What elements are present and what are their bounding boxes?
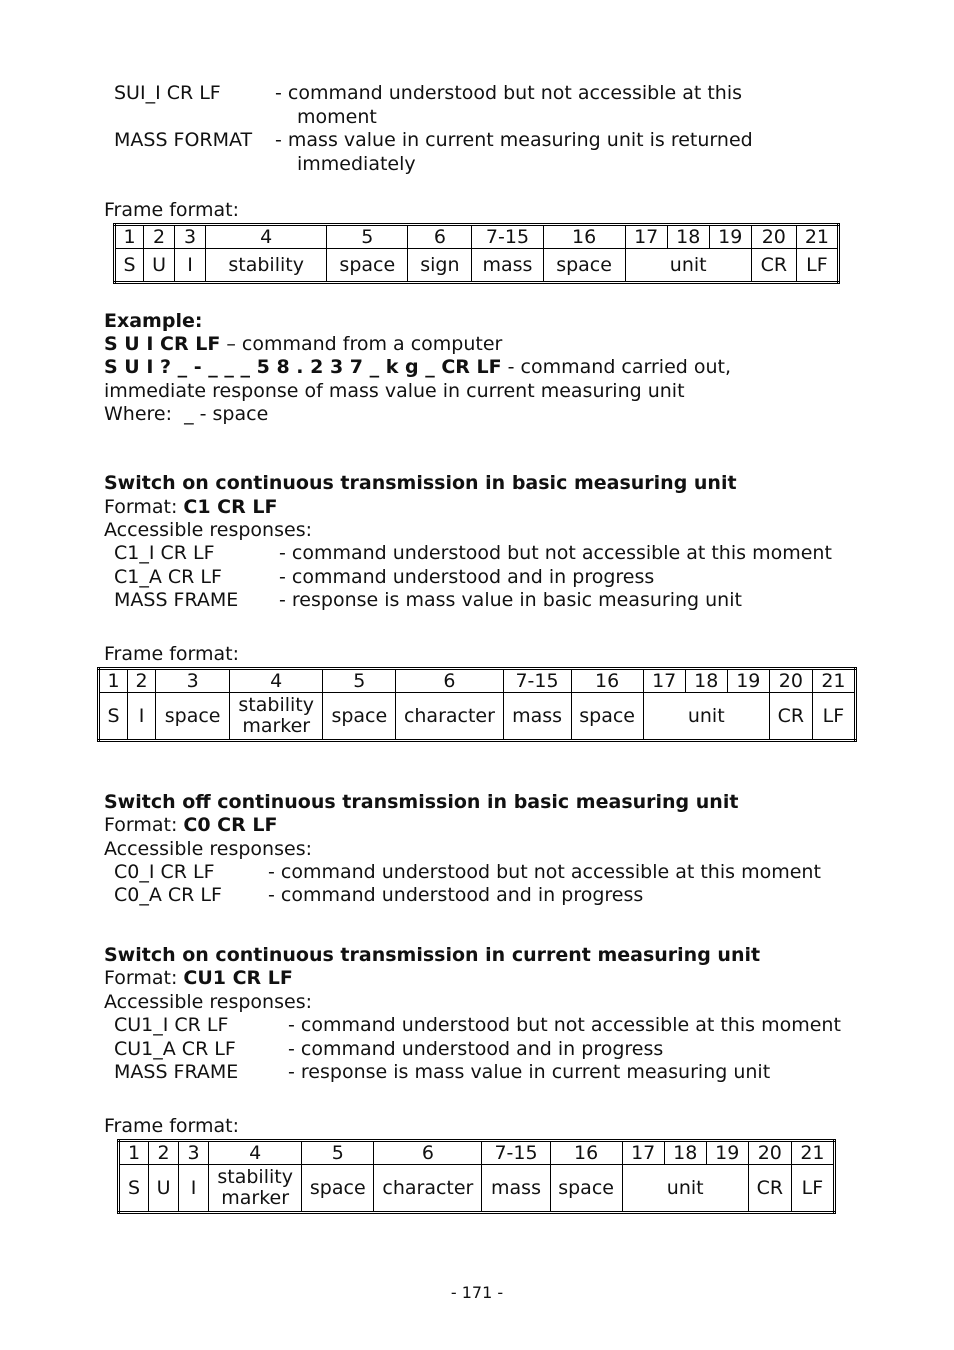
example-text: - command carried out,: [501, 356, 732, 378]
format-label: Format:: [104, 967, 184, 989]
example-title: Example:: [104, 310, 203, 332]
section-title-cu1: Switch on continuous transmission in current measuring unit: [104, 944, 761, 966]
header-row: [119, 1141, 835, 1165]
format-line-cu1: [104, 967, 293, 991]
col-header: 18: [685, 669, 727, 693]
response-desc: - command understood but not accessible at this: [275, 82, 743, 104]
response-desc: - response is mass value in basic measuring unit: [279, 589, 742, 611]
cell-stability-marker: stability marker: [209, 1165, 302, 1213]
response-desc: - response is mass value in current measuring unit: [288, 1061, 771, 1083]
cell: I: [175, 249, 206, 283]
cell: sign: [408, 249, 472, 283]
response-code: CU1_I CR LF: [114, 1014, 229, 1036]
response-desc: - command understood and in progress: [288, 1038, 664, 1060]
col-header: 18: [667, 225, 709, 249]
col-header: 19: [727, 669, 769, 693]
frame-format-table-1: [113, 223, 840, 284]
content-row: [115, 249, 839, 283]
example-line-2: [104, 356, 731, 380]
section-title-c1: Switch on continuous transmission in basic measuring unit: [104, 472, 737, 494]
col-header: 3: [156, 669, 230, 693]
cell: CR: [751, 249, 796, 283]
cell: CR: [748, 1165, 791, 1213]
cell: space: [543, 249, 625, 283]
col-header: 17: [622, 1141, 664, 1165]
cell: CR: [769, 693, 812, 741]
col-header: 5: [323, 669, 396, 693]
col-header: 2: [149, 1141, 179, 1165]
response-code: MASS FRAME: [114, 1061, 239, 1083]
response-code: C1_I CR LF: [114, 542, 215, 564]
response-code: C1_A CR LF: [114, 566, 222, 588]
frame-format-label: Frame format:: [104, 1115, 240, 1137]
cell: stability: [206, 249, 327, 283]
cell: space: [302, 1165, 374, 1213]
cell: character: [396, 693, 503, 741]
content-row: [119, 1165, 835, 1213]
example-command: S U I CR LF: [104, 333, 221, 355]
example-line-3: immediate response of mass value in current measuring unit: [104, 380, 685, 402]
example-text: – command from a computer: [220, 333, 503, 355]
format-line-c0: [104, 814, 277, 838]
cell: mass: [503, 693, 571, 741]
cell: mass: [472, 249, 543, 283]
frame-format-table-2: [97, 667, 857, 742]
cell: LF: [791, 1165, 834, 1213]
cell-stability-marker: stability marker: [230, 693, 323, 741]
col-header: 20: [769, 669, 812, 693]
response-desc: - mass value in current measuring unit is returned: [275, 129, 753, 151]
col-header: 20: [751, 225, 796, 249]
page-number: - 171 -: [450, 1283, 504, 1302]
response-code: C0_A CR LF: [114, 884, 222, 906]
responses-label-cu1: Accessible responses:: [104, 991, 312, 1013]
header-row: [115, 225, 839, 249]
frame-format-table-3: [117, 1139, 836, 1214]
col-header: 16: [543, 225, 625, 249]
col-header: 7-15: [503, 669, 571, 693]
cell: I: [128, 693, 156, 741]
response-desc-cont: moment: [297, 106, 377, 128]
col-header: 19: [706, 1141, 748, 1165]
col-header: 4: [230, 669, 323, 693]
section-title-c0: Switch off continuous transmission in basic measuring unit: [104, 791, 739, 813]
col-header: 16: [571, 669, 643, 693]
format-code: C0 CR LF: [183, 814, 278, 836]
example-line-1: [104, 333, 502, 357]
col-header: 17: [643, 669, 685, 693]
col-header: 21: [791, 1141, 834, 1165]
col-header: 21: [796, 225, 838, 249]
response-desc: - command understood but not accessible at this moment: [268, 861, 821, 883]
cell: I: [179, 1165, 209, 1213]
format-code: C1 CR LF: [183, 496, 278, 518]
col-header: 2: [144, 225, 175, 249]
response-desc: - command understood and in progress: [279, 566, 655, 588]
example-response: S U I ? _ - _ _ _ 5 8 . 2 3 7 _ k g _ CR LF: [104, 356, 502, 378]
response-desc: - command understood but not accessible at this moment: [279, 542, 832, 564]
cell-unit: unit: [622, 1165, 748, 1213]
col-header: 18: [664, 1141, 706, 1165]
col-header: 1: [115, 225, 144, 249]
response-desc-cont: immediately: [297, 153, 416, 175]
responses-label-c1: Accessible responses:: [104, 519, 312, 541]
col-header: 3: [179, 1141, 209, 1165]
col-header: 4: [206, 225, 327, 249]
cell: S: [119, 1165, 149, 1213]
format-label: Format:: [104, 814, 184, 836]
col-header: 20: [748, 1141, 791, 1165]
response-code: MASS FORMAT: [114, 129, 253, 151]
cell: U: [144, 249, 175, 283]
content-row: [99, 693, 856, 741]
col-header: 17: [625, 225, 667, 249]
format-label: Format:: [104, 496, 184, 518]
cell: mass: [482, 1165, 550, 1213]
responses-label-c0: Accessible responses:: [104, 838, 312, 860]
cell: character: [374, 1165, 482, 1213]
cell: LF: [812, 693, 855, 741]
col-header: 5: [302, 1141, 374, 1165]
cell: S: [115, 249, 144, 283]
col-header: 1: [99, 669, 128, 693]
cell: space: [550, 1165, 622, 1213]
col-header: 6: [396, 669, 503, 693]
col-header: 7-15: [472, 225, 543, 249]
response-code: CU1_A CR LF: [114, 1038, 236, 1060]
response-code: SUI_I CR LF: [114, 82, 221, 104]
frame-format-label: Frame format:: [104, 643, 240, 665]
col-header: 7-15: [482, 1141, 550, 1165]
example-where: Where: _ - space: [104, 403, 269, 425]
cell: space: [571, 693, 643, 741]
header-row: [99, 669, 856, 693]
col-header: 3: [175, 225, 206, 249]
cell: U: [149, 1165, 179, 1213]
response-code: C0_I CR LF: [114, 861, 215, 883]
col-header: 4: [209, 1141, 302, 1165]
cell: space: [323, 693, 396, 741]
col-header: 16: [550, 1141, 622, 1165]
cell: space: [156, 693, 230, 741]
cell-unit: unit: [625, 249, 751, 283]
format-code: CU1 CR LF: [183, 967, 293, 989]
col-header: 6: [374, 1141, 482, 1165]
response-desc: - command understood and in progress: [268, 884, 644, 906]
cell: S: [99, 693, 128, 741]
col-header: 6: [408, 225, 472, 249]
col-header: 19: [709, 225, 751, 249]
response-code: MASS FRAME: [114, 589, 239, 611]
col-header: 5: [327, 225, 408, 249]
cell: space: [327, 249, 408, 283]
cell-unit: unit: [643, 693, 769, 741]
format-line-c1: [104, 496, 277, 520]
response-desc: - command understood but not accessible at this moment: [288, 1014, 841, 1036]
cell: LF: [796, 249, 838, 283]
col-header: 1: [119, 1141, 149, 1165]
col-header: 2: [128, 669, 156, 693]
frame-format-label: Frame format:: [104, 199, 240, 221]
col-header: 21: [812, 669, 855, 693]
